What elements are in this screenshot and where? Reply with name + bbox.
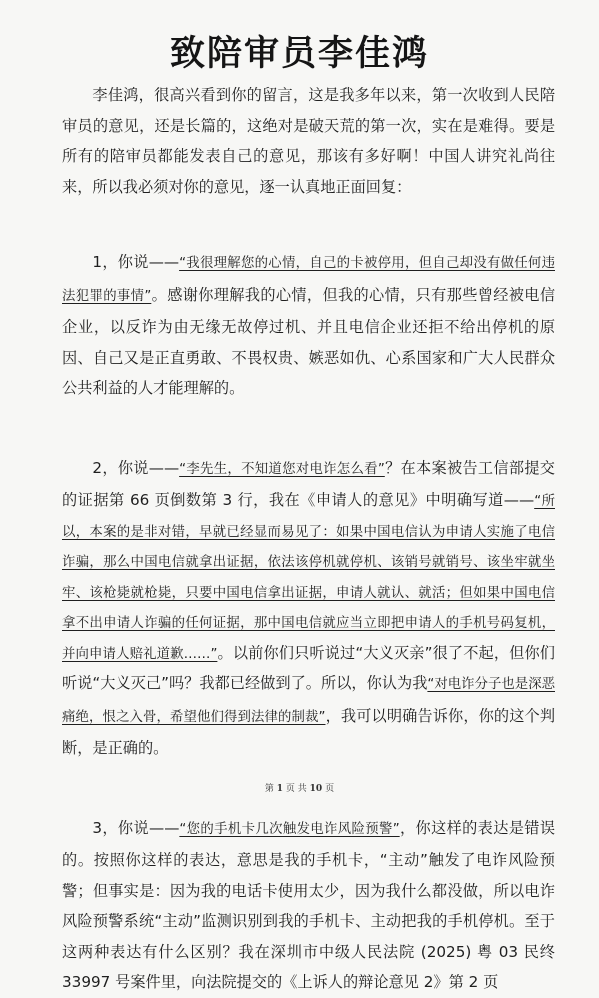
footer-suffix: 页 bbox=[325, 784, 335, 794]
section-1-lead: 1，你说—— bbox=[92, 253, 180, 271]
footer-page-number: 1 bbox=[276, 784, 284, 794]
page-footer bbox=[0, 781, 599, 794]
section-3-quote: “您的手机卡几次触发电诈风险预警” bbox=[179, 821, 400, 837]
document-body bbox=[62, 80, 555, 998]
section-2-quote-1: “李先生，不知道您对电诈怎么看” bbox=[179, 461, 385, 477]
section-1-text: 。感谢你理解我的心情，但我的心情，只有那些曾经被电信企业，以反诈为由无缘无故停过机、并且电信企业还拒不给出停机的原因、自己又是正直勇敢、不畏权贵、嫉恶如仇、心系国家和广大人民群众公共利益的人才能理解的。 bbox=[62, 285, 556, 397]
section-2-quote-3: “对电诈分子也是深恶痛绝，恨之入骨，希望他们得到法律的制裁” bbox=[62, 677, 555, 725]
section-1 bbox=[62, 247, 555, 404]
section-3-text: ，你这样的表达是错误的。按照你这样的表达，意思是我的手机卡，“主动”触发了电诈风险预警；但事实是：因为我的电话卡使用太少，因为我什么都没做，所以电诈风险预警系统“主动”监测识别到我的手机卡、主动把我的手机停机。至于这两种表达有什么区别？我在深圳市中级人民法院 (2025) 粤 03 民终 33997 号案件里，向法院提交的《上诉人的辩论意见 2》第 2 页 bbox=[62, 818, 556, 991]
section-2-text-1: ？在本案被告工信部提交的证据第 66 页倒数第 3 行，我在《申请人的意见》中明确写道—— bbox=[62, 458, 555, 509]
footer-prefix: 第 bbox=[264, 784, 274, 794]
section-3 bbox=[62, 813, 555, 998]
document-title: 致陪审员李佳鸿 bbox=[169, 34, 429, 74]
footer-mid: 页 共 bbox=[285, 784, 307, 794]
footer-total-pages: 10 bbox=[309, 784, 323, 794]
section-1-quote: “我很理解您的心情，自己的卡被停用，但自己却没有做任何违法犯罪的事情” bbox=[62, 256, 555, 304]
section-2-text-2: 。以前你们只听说过“大义灭亲”很了不起，但你们听说“大义灭己”吗？我都已经做到了。所以，你认为我 bbox=[62, 643, 555, 692]
section-2 bbox=[62, 453, 555, 764]
intro-paragraph: 李佳鸿，很高兴看到你的留言，这是我多年以来，第一次收到人民陪审员的意见，还是长篇的，这绝对是破天荒的第一次，实在是难得。要是所有的陪审员都能发表自己的意见，那该有多好啊！中国人讲究礼尚往来，所以我必须对你的意见，逐一认真地正面回复： bbox=[62, 86, 555, 196]
section-3-lead: 3，你说—— bbox=[92, 818, 180, 837]
section-2-text-3: ，我可以明确告诉你，你的这个判断，是正确的。 bbox=[62, 706, 556, 757]
section-2-lead: 2，你说—— bbox=[92, 458, 180, 477]
section-2-quote-2: “所以，本案的是非对错，早就已经显而易见了：如果中国电信认为申请人实施了电信诈骗，那么中国电信就拿出证据，依法该停机就停机、该销号就销号、该坐牢就坐牢、该枪毙就枪毙，只要中国电信拿出证据，申请人就认、就活；但如果中国电信拿不出申请人诈骗的任何证据，那中国电信就应当立即把申请人的手机号码复机，并向申请人赔礼道歉……” bbox=[62, 494, 555, 662]
